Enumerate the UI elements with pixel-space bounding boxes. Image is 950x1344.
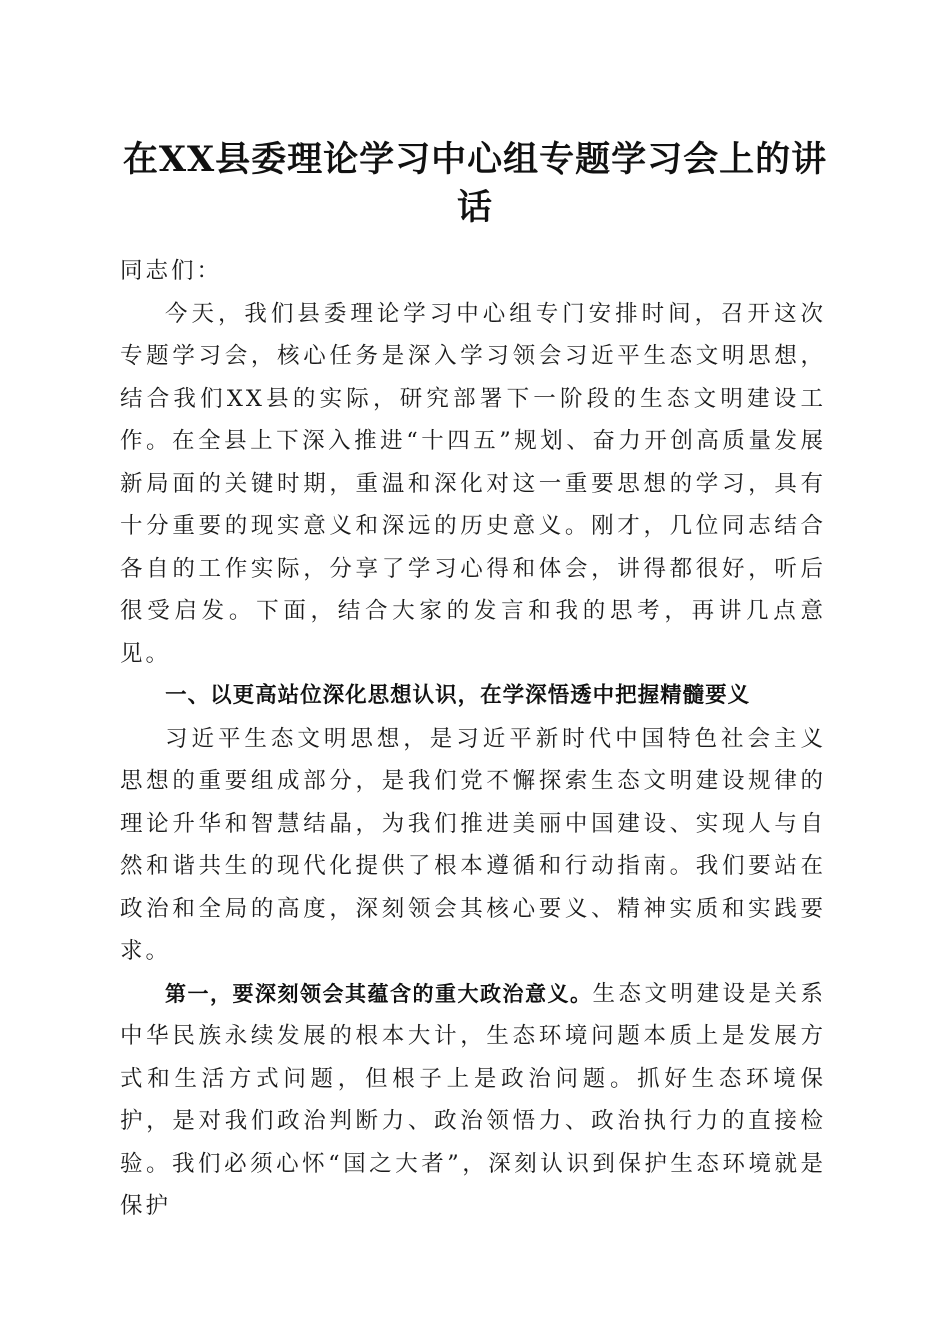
point-one-paragraph — [120, 973, 826, 1228]
salutation: 同志们： — [120, 258, 223, 284]
point-one-text: 生态文明建设是关系中华民族永续发展的根本大计，生态环境问题本质上是发展方式和生活方式问题，但根子上是政治问题。抓好生态环境保护，是对我们政治判断力、政治领悟力、政治执行力的直接检验。我们必须心怀“国之大者”，深刻认识到保护生态环境就是保护 — [120, 980, 826, 1219]
document-title: 在XX县委理论学习中心组专题学习会上的讲话 — [122, 139, 828, 228]
section-one-heading: 一、以更高站位深化思想认识，在学深悟透中把握精髓要义 — [165, 683, 751, 708]
point-one-lead: 第一，要深刻领会其蕴含的重大政治意义。 — [165, 981, 593, 1006]
document-body — [120, 250, 826, 1228]
section-one-paragraph: 习近平生态文明思想，是习近平新时代中国特色社会主义思想的重要组成部分，是我们党不懈探索生态文明建设规律的理论升华和智慧结晶，为我们推进美丽中国建设、实现人与自然和谐共生的现代化提供了根本遵循和行动指南。我们要站在政治和全局的高度，深刻领会其核心要义、精神实质和实践要求。 — [120, 725, 826, 964]
intro-paragraph: 今天，我们县委理论学习中心组专门安排时间，召开这次专题学习会，核心任务是深入学习领会习近平生态文明思想，结合我们XX县的实际，研究部署下一阶段的生态文明建设工作。在全县上下深入推进“十四五”规划、奋力开创高质量发展新局面的关键时期，重温和深化对这一重要思想的学习，具有十分重要的现实意义和深远的历史意义。刚才，几位同志结合各自的工作实际，分享了学习心得和体会，讲得都很好，听后很受启发。下面，结合大家的发言和我的思考，再讲几点意见。 — [120, 300, 826, 667]
